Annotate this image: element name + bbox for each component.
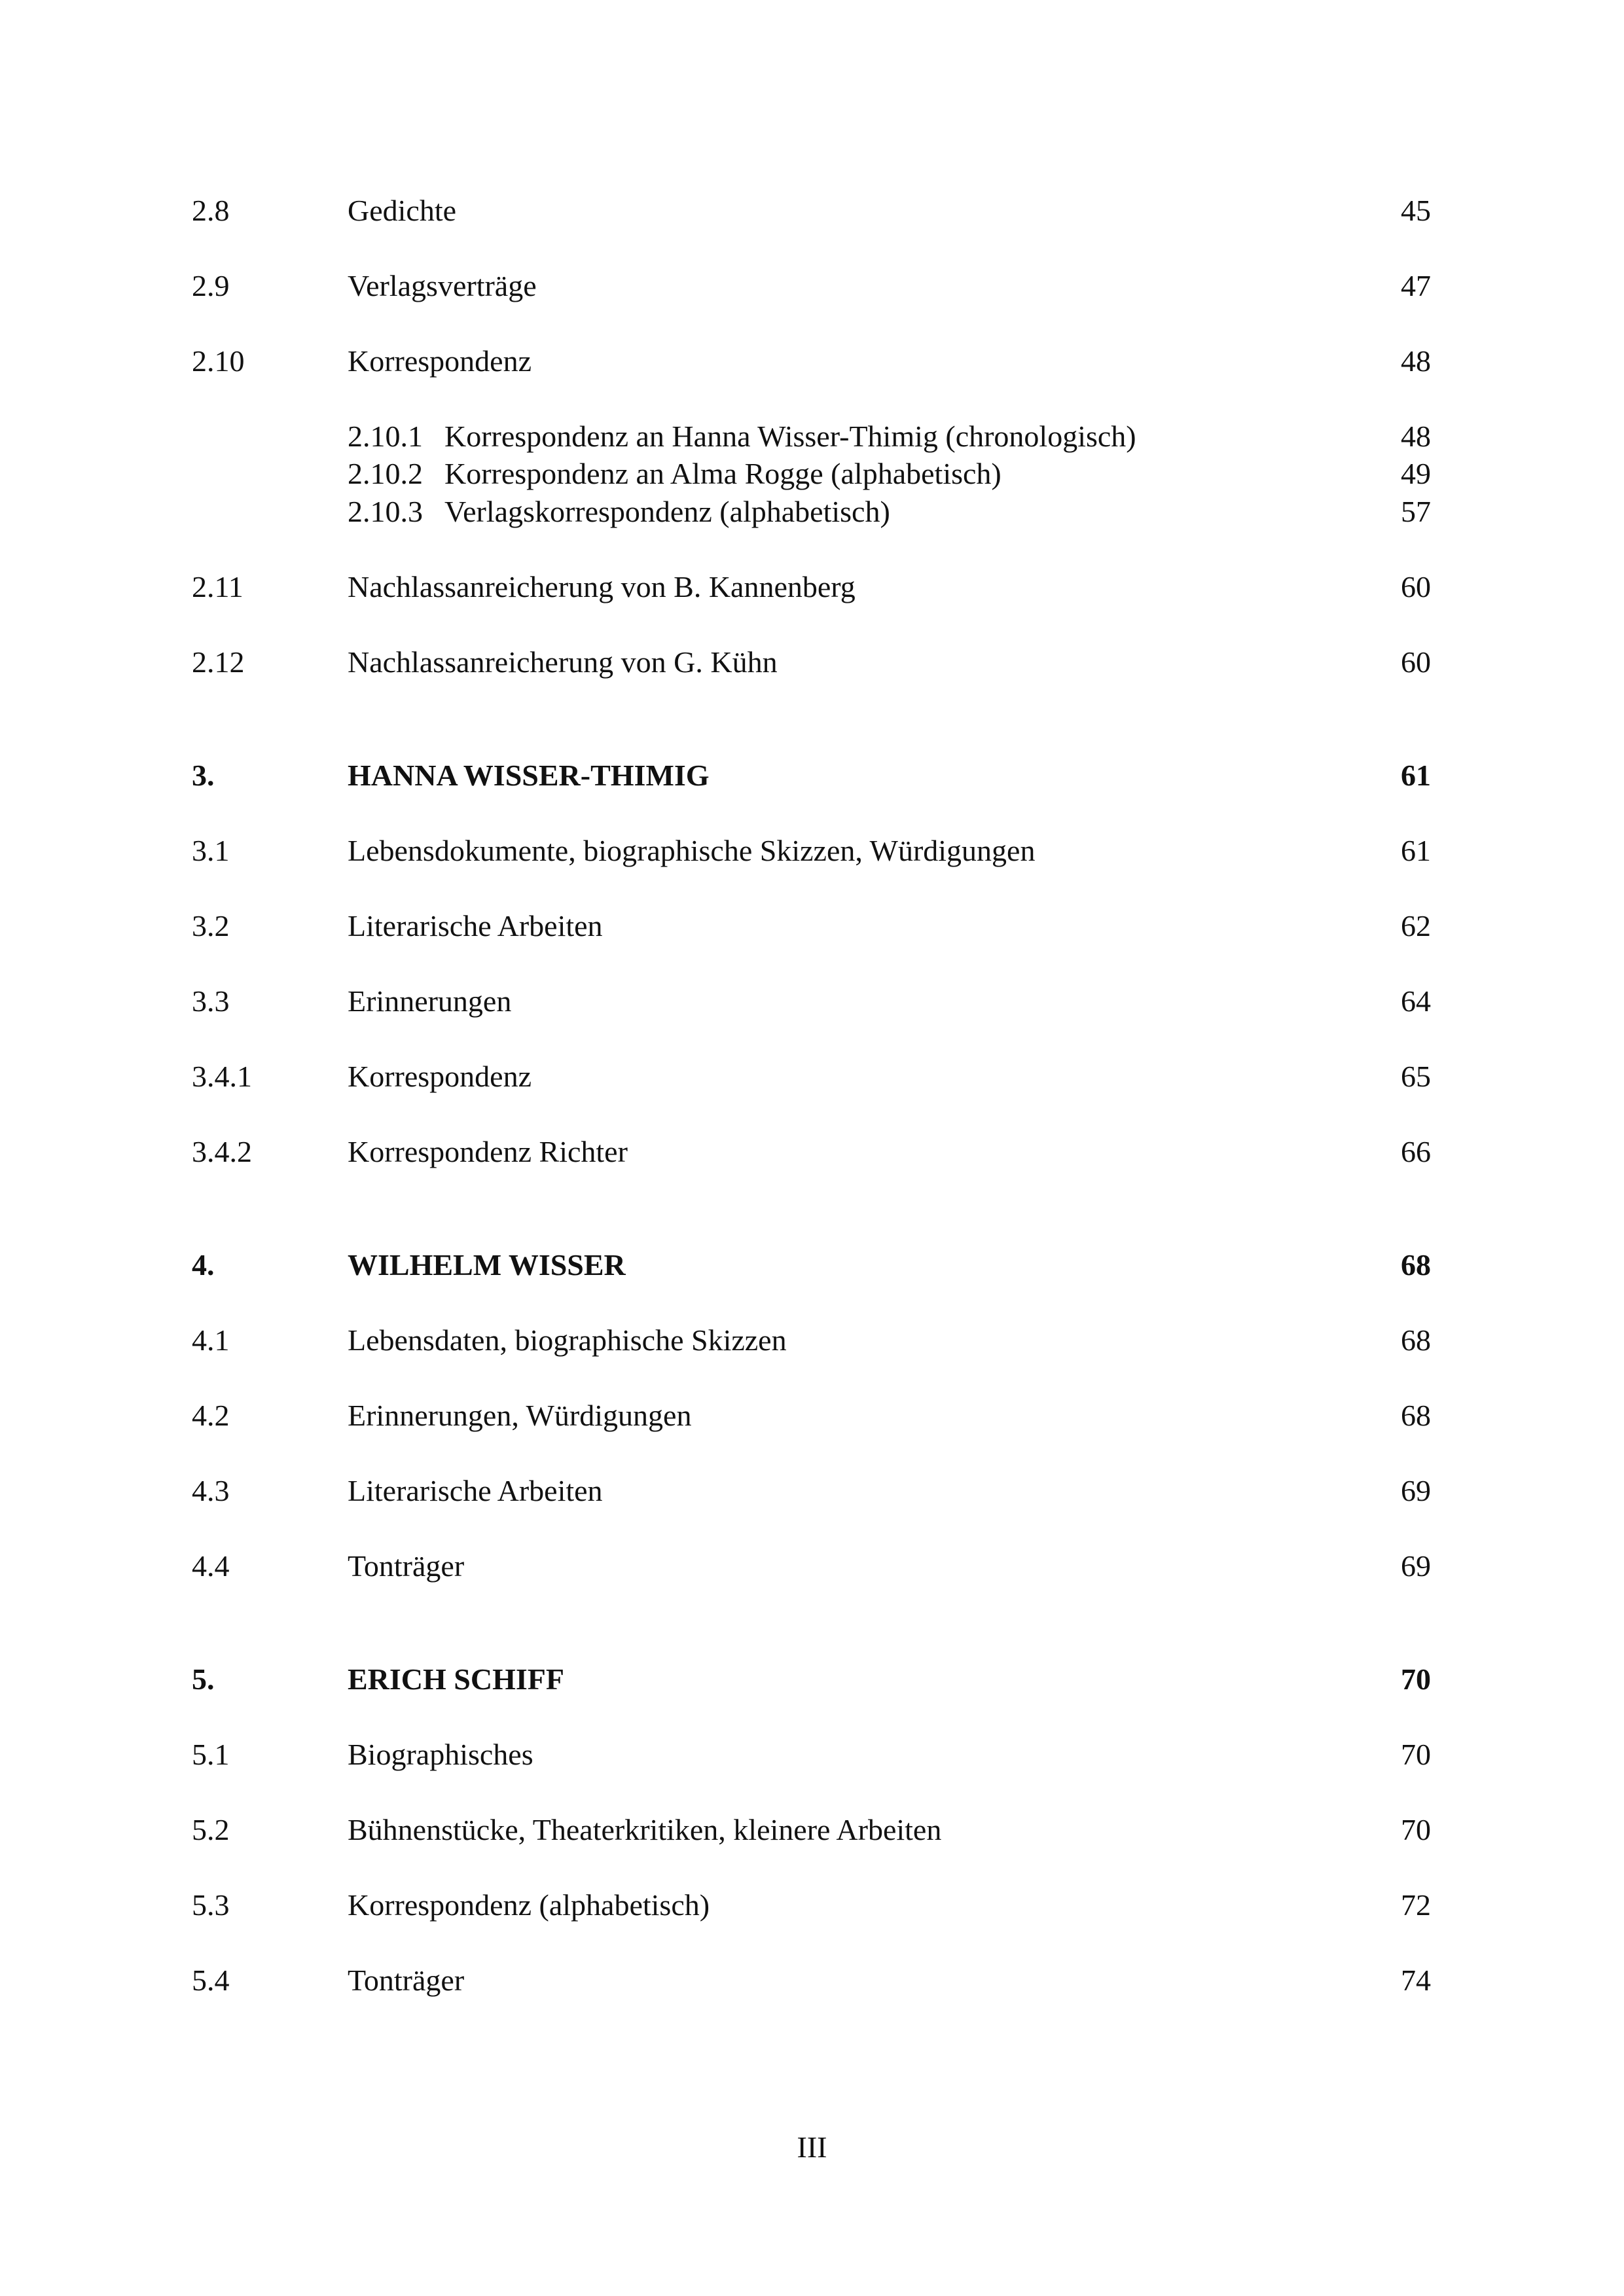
toc-entry-page: 45 — [1401, 194, 1431, 227]
toc-entry-page: 64 — [1401, 984, 1431, 1018]
toc-entry-4-1 — [0, 1321, 1624, 1360]
toc-entry-page: 65 — [1401, 1060, 1431, 1093]
toc-entry-title: Tonträger — [348, 1964, 465, 1997]
toc-entry-number: 3.2 — [192, 909, 230, 942]
toc-entry-title: Nachlassanreicherung von B. Kannenberg — [348, 570, 856, 603]
toc-entry-2-10-1 — [0, 417, 1624, 456]
toc-entry-page: 74 — [1401, 1964, 1431, 1997]
toc-entry-page: 69 — [1401, 1549, 1431, 1583]
toc-entry-page: 57 — [1401, 495, 1431, 528]
toc-entry-number: 2.12 — [192, 645, 245, 679]
toc-entry-page: 48 — [1401, 344, 1431, 378]
toc-entry-page: 72 — [1401, 1888, 1431, 1922]
toc-entry-number: 3.4.1 — [192, 1060, 252, 1093]
toc-chapter-number: 4. — [192, 1248, 215, 1282]
toc-entry-page: 70 — [1401, 1813, 1431, 1846]
toc-entry-number: 4.3 — [192, 1474, 230, 1507]
toc-entry-2-10 — [0, 342, 1624, 381]
toc-entry-page: 62 — [1401, 909, 1431, 942]
toc-entry-2-10-3 — [0, 492, 1624, 531]
toc-entry-number: 5.2 — [192, 1813, 230, 1846]
toc-entry-page: 69 — [1401, 1474, 1431, 1507]
toc-chapter-title: HANNA WISSER-THIMIG — [348, 759, 710, 792]
toc-entry-page: 47 — [1401, 269, 1431, 302]
toc-chapter-number: 3. — [192, 759, 215, 792]
toc-entry-2-8 — [0, 191, 1624, 230]
toc-entry-number: 2.8 — [192, 194, 230, 227]
toc-entry-title: Literarische Arbeiten — [348, 909, 603, 942]
toc-entry-number: 2.10 — [192, 344, 245, 378]
toc-entry-title: Lebensdaten, biographische Skizzen — [348, 1323, 787, 1357]
toc-entry-title: Gedichte — [348, 194, 457, 227]
toc-chapter-page: 70 — [1401, 1662, 1431, 1696]
toc-entry-5-4 — [0, 1961, 1624, 2000]
toc-subentry-title: Korrespondenz an Alma Rogge (alphabetisch) — [444, 457, 1001, 490]
toc-entry-title: Erinnerungen, Würdigungen — [348, 1399, 692, 1432]
toc-entry-page: 68 — [1401, 1399, 1431, 1432]
toc-subentry-title: Verlagskorrespondenz (alphabetisch) — [444, 495, 890, 528]
toc-entry-3-1 — [0, 831, 1624, 870]
toc-entry-title: Literarische Arbeiten — [348, 1474, 603, 1507]
toc-entry-5-1 — [0, 1735, 1624, 1774]
toc-entry-number: 4.4 — [192, 1549, 230, 1583]
toc-entry-title: Erinnerungen — [348, 984, 512, 1018]
toc-entry-number: 5.4 — [192, 1964, 230, 1997]
toc-entry-2-10-2 — [0, 454, 1624, 493]
toc-entry-number: 5.1 — [192, 1738, 230, 1771]
toc-subentry-number: 2.10.1 — [348, 420, 423, 453]
toc-entry-title: Nachlassanreicherung von G. Kühn — [348, 645, 778, 679]
toc-entry-title: Korrespondenz (alphabetisch) — [348, 1888, 710, 1922]
toc-entry-page: 49 — [1401, 457, 1431, 490]
toc-entry-number: 5.3 — [192, 1888, 230, 1922]
toc-entry-5-3 — [0, 1886, 1624, 1925]
toc-entry-number: 4.1 — [192, 1323, 230, 1357]
toc-entry-page: 60 — [1401, 570, 1431, 603]
toc-chapter-title: ERICH SCHIFF — [348, 1662, 564, 1696]
toc-entry-3-3 — [0, 982, 1624, 1021]
toc-entry-title: Verlagsverträge — [348, 269, 537, 302]
toc-chapter-title: WILHELM WISSER — [348, 1248, 626, 1282]
toc-entry-number: 4.2 — [192, 1399, 230, 1432]
toc-entry-4-3 — [0, 1471, 1624, 1511]
toc-entry-2-12 — [0, 643, 1624, 682]
toc-entry-page: 68 — [1401, 1323, 1431, 1357]
toc-entry-3-2 — [0, 906, 1624, 946]
toc-entry-2-11 — [0, 567, 1624, 607]
toc-entry-2-9 — [0, 266, 1624, 306]
toc-entry-3-4-1 — [0, 1057, 1624, 1096]
toc-chapter-5 — [0, 1660, 1624, 1699]
toc-entry-title: Tonträger — [348, 1549, 465, 1583]
toc-entry-title: Korrespondenz Richter — [348, 1135, 628, 1168]
toc-entry-5-2 — [0, 1810, 1624, 1850]
toc-chapter-4 — [0, 1246, 1624, 1285]
toc-entry-page: 70 — [1401, 1738, 1431, 1771]
toc-chapter-3 — [0, 756, 1624, 795]
toc-entry-number: 3.4.2 — [192, 1135, 252, 1168]
toc-entry-title: Bühnenstücke, Theaterkritiken, kleinere Arbeiten — [348, 1813, 942, 1846]
toc-entry-title: Korrespondenz — [348, 1060, 532, 1093]
toc-entry-page: 66 — [1401, 1135, 1431, 1168]
toc-subentry-number: 2.10.2 — [348, 457, 423, 490]
toc-chapter-number: 5. — [192, 1662, 215, 1696]
toc-chapter-page: 68 — [1401, 1248, 1431, 1282]
toc-entry-page: 61 — [1401, 834, 1431, 867]
toc-entry-page: 60 — [1401, 645, 1431, 679]
toc-subentry-number: 2.10.3 — [348, 495, 423, 528]
toc-entry-4-4 — [0, 1547, 1624, 1586]
toc-entry-number: 2.11 — [192, 570, 244, 603]
toc-entry-number: 2.9 — [192, 269, 230, 302]
toc-subentry-title: Korrespondenz an Hanna Wisser-Thimig (chronologisch) — [444, 420, 1136, 453]
toc-entry-number: 3.3 — [192, 984, 230, 1018]
toc-entry-title: Korrespondenz — [348, 344, 532, 378]
toc-entry-3-4-2 — [0, 1132, 1624, 1172]
toc-entry-title: Biographisches — [348, 1738, 533, 1771]
page-number: III — [797, 2130, 827, 2164]
toc-entry-4-2 — [0, 1396, 1624, 1435]
toc-entry-number: 3.1 — [192, 834, 230, 867]
toc-entry-title: Lebensdokumente, biographische Skizzen, Würdigungen — [348, 834, 1036, 867]
toc-entry-page: 48 — [1401, 420, 1431, 453]
toc-chapter-page: 61 — [1401, 759, 1431, 792]
